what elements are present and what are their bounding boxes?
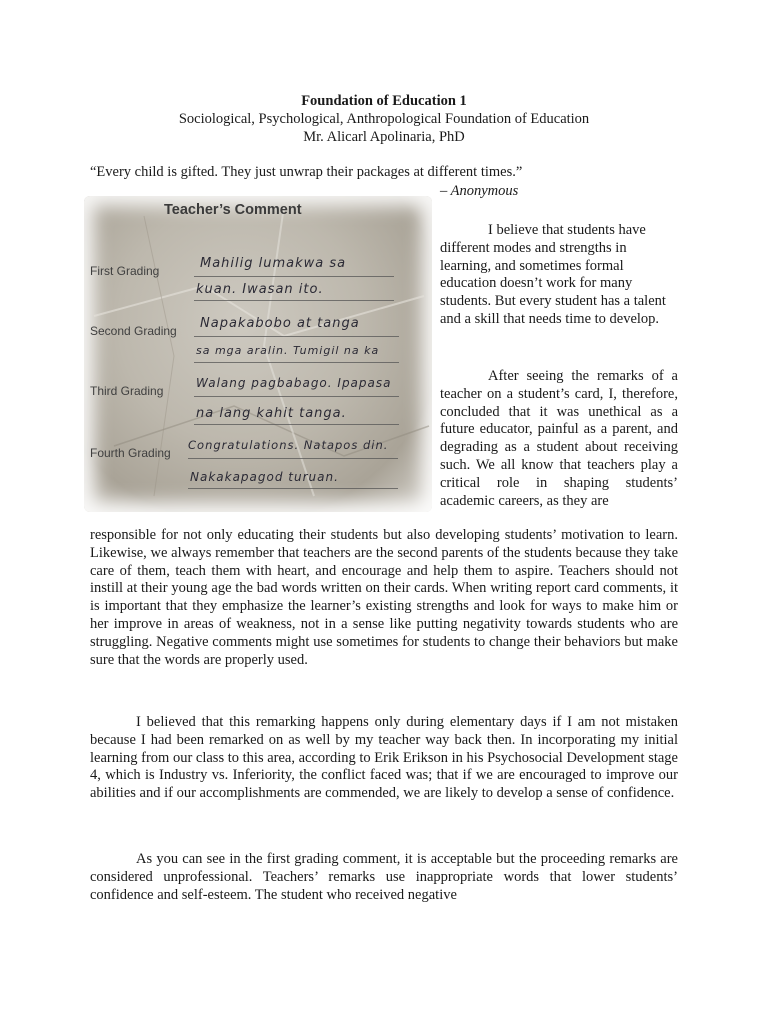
grade-label-first: First Grading: [90, 264, 160, 278]
body-paragraph-2: [90, 714, 678, 803]
body-paragraph-3: [90, 851, 678, 904]
card-rule: [194, 336, 399, 337]
paragraph-text: After seeing the remarks of a teacher on a student’s card, I, therefore, concluded that it was unethical as a future educator, painful as a parent, and degrading as a student about receiving such. We all know that teachers play a critical role in shaping students’ academic careers, as they are: [440, 368, 678, 509]
card-title: Teacher’s Comment: [164, 202, 302, 218]
epigraph-attribution: – Anonymous: [440, 183, 519, 199]
card-rule: [188, 458, 398, 459]
card-rule: [194, 396, 399, 397]
paragraph-text: As you can see in the first grading comment, it is acceptable but the proceeding remarks are considered unprofessional. Teachers’ remarks use inappropriate words that lower students’ confidence and self-esteem. The student who received negative: [90, 851, 678, 903]
report-card-photo: [84, 196, 432, 512]
card-rule: [188, 488, 398, 489]
card-rule: [194, 300, 394, 301]
side-paragraph-1: [440, 222, 678, 329]
document-header: [0, 92, 768, 146]
grade-label-fourth: Fourth Grading: [90, 446, 171, 460]
handwritten-comment-second-1: Napakabobo at tanga: [200, 316, 360, 331]
grade-label-second: Second Grading: [90, 324, 177, 338]
card-rule: [194, 424, 399, 425]
document-subtitle: Sociological, Psychological, Anthropological Foundation of Education: [178, 111, 590, 127]
paragraph-text: responsible for not only educating their students but also developing students’ motivation to learn. Likewise, we always remember that teachers are the second parents of the students because they take care of them, teach them with heart, and encourage and help them to aspire. Teachers should not instill at their young age the bad words written on their cards. When writing report card comments, it is important that they emphasize the learner’s existing strengths and look for ways to make him or her improve in areas of weakness, not in a sense like putting negativity towards students who are struggling. Negative comments might use sometimes for students to change their behaviors but make sure that the words are properly used.: [90, 527, 678, 668]
card-rule: [194, 276, 394, 277]
handwritten-comment-fourth-1: Congratulations. Natapos din.: [188, 438, 389, 452]
document-title: Foundation of Education 1: [301, 93, 467, 109]
instructor-name: Mr. Alicarl Apolinaria, PhD: [303, 129, 465, 145]
epigraph-quote: “Every child is gifted. They just unwrap their packages at different times.”: [90, 164, 523, 180]
paragraph-text: I believe that students have different modes and strengths in learning, and sometimes formal education doesn’t work for many students. But every student has a talent and a skill that needs time to develop.: [440, 222, 666, 327]
paragraph-text: I believed that this remarking happens only during elementary days if I am not mistaken because I had been remarked on as well by my teacher way back then. In incorporating my initial learning from our class to this area, according to Erik Erikson in his Psychosocial Development stage 4, which is Industry vs. Inferiority, the conflict faced was; that if we are encouraged to improve our abilities and if our accomplishments are commended, we are likely to develop a sense of confidence.: [90, 714, 678, 802]
handwritten-comment-third-1: Walang pagbabago. Ipapasa: [196, 376, 392, 390]
handwritten-comment-fourth-2: Nakakapagod turuan.: [190, 470, 339, 484]
grade-label-third: Third Grading: [90, 384, 164, 398]
handwritten-comment-third-2: na lang kahit tanga.: [196, 406, 347, 421]
handwritten-comment-first-2: kuan. Iwasan ito.: [196, 282, 324, 297]
handwritten-comment-first-1: Mahilig lumakwa sa: [200, 256, 347, 271]
handwritten-comment-second-2: sa mga aralin. Tumigil na ka: [196, 344, 380, 357]
body-paragraph-1: [90, 527, 678, 669]
card-rule: [194, 362, 399, 363]
side-paragraph-2: [440, 368, 678, 510]
